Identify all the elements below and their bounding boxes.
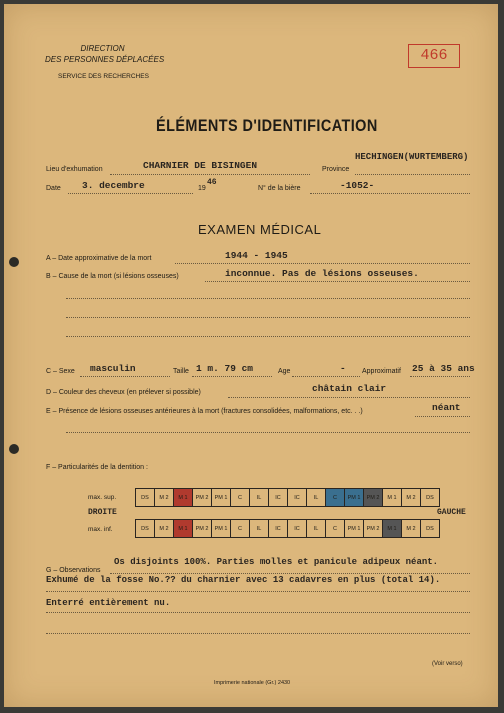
coffin-value: -1052-	[340, 180, 375, 191]
coffin-label: N° de la bière	[258, 185, 301, 192]
tooth-cell: IC	[288, 520, 307, 538]
tooth-cell: PM 2	[364, 520, 383, 538]
org-line1: DIRECTION	[80, 44, 125, 53]
tooth-cell: PM 2	[193, 489, 212, 507]
tooth-cell: M 2	[402, 520, 421, 538]
province-label: Province	[322, 166, 350, 173]
exam-title: EXAMEN MÉDICAL	[198, 222, 322, 237]
tooth-cell: DS	[421, 489, 440, 507]
tooth-cell: PM 2	[364, 489, 383, 507]
tooth-cell: M 1	[383, 520, 402, 538]
age-line	[292, 376, 360, 377]
place-value: CHARNIER DE BISINGEN	[143, 160, 258, 171]
lower-teeth-chart	[135, 519, 440, 538]
approx-label: Approximatif	[362, 368, 401, 375]
section-a-value: 1944 - 1945	[225, 250, 288, 261]
section-e-line	[415, 416, 470, 417]
tooth-cell: DS	[136, 520, 155, 538]
lower-jaw-label: max. inf.	[88, 526, 113, 533]
height-value: 1 m. 79 cm	[196, 363, 254, 374]
section-a-line	[175, 263, 470, 264]
tooth-cell: M 2	[155, 489, 174, 507]
age-label: Age	[278, 368, 291, 375]
see-verso-note: (Voir verso)	[432, 661, 463, 667]
org-line2: DES PERSONNES DÉPLACÉES	[45, 55, 165, 64]
section-b-value: inconnue. Pas de lésions osseuses.	[225, 268, 419, 279]
g-line	[46, 612, 470, 613]
page-title: ÉLÉMENTS D'IDENTIFICATION	[156, 116, 378, 135]
section-d-label: D – Couleur des cheveux (en prélever si possible)	[46, 389, 201, 396]
tooth-cell: C	[231, 489, 250, 507]
year-value: 46	[207, 178, 217, 187]
tooth-cell: C	[326, 489, 345, 507]
date-line	[68, 193, 193, 194]
g-line	[46, 633, 470, 634]
section-e-label: E – Présence de lésions osseuses antérieures à la mort (fractures consolidées, malformations, etc. . .)	[46, 408, 363, 415]
approx-value: 25 à 35 ans	[412, 363, 475, 374]
tooth-cell: IC	[269, 489, 288, 507]
sex-label: C – Sexe	[46, 368, 75, 375]
tooth-cell: M 2	[402, 489, 421, 507]
observation-line-2: Exhumé de la fosse No.?? du charnier avec 13 cadavres en plus (total 14).	[46, 575, 441, 585]
tooth-cell: M 1	[174, 520, 193, 538]
archive-number-stamp: 466	[408, 44, 460, 68]
right-side-label: DROITE	[88, 508, 117, 517]
tooth-cell: DS	[421, 520, 440, 538]
approx-line	[410, 376, 470, 377]
province-line	[355, 174, 470, 175]
upper-teeth-chart	[135, 488, 440, 507]
blank-line	[66, 432, 470, 433]
tooth-cell: IC	[269, 520, 288, 538]
observation-line-3: Enterré entièrement nu.	[46, 598, 171, 608]
province-value: HECHINGEN(WURTEMBERG)	[355, 152, 469, 162]
g-line	[46, 591, 470, 592]
tooth-cell: PM 1	[212, 520, 231, 538]
blank-line	[66, 298, 470, 299]
blank-line	[66, 317, 470, 318]
tooth-cell: IC	[288, 489, 307, 507]
date-value: 3. decembre	[82, 180, 145, 191]
tooth-cell: IL	[250, 520, 269, 538]
org-line3: SERVICE DES RECHERCHES	[58, 73, 149, 80]
upper-jaw-label: max. sup.	[88, 494, 117, 501]
section-a-label: A – Date approximative de la mort	[46, 255, 152, 262]
tooth-cell: IL	[307, 489, 326, 507]
place-label: Lieu d'exhumation	[46, 166, 103, 173]
height-line	[192, 376, 272, 377]
height-label: Taille	[173, 368, 189, 375]
tooth-cell: M 1	[383, 489, 402, 507]
section-f-label: F – Particularités de la dentition :	[46, 464, 148, 471]
tooth-cell: IL	[307, 520, 326, 538]
punch-hole	[9, 444, 19, 454]
printer-footer: Imprimerie nationale (Gr.) 2430	[214, 680, 291, 686]
sex-value: masculin	[90, 363, 136, 374]
section-d-line	[228, 397, 470, 398]
left-side-label: GAUCHE	[437, 508, 466, 517]
place-line	[110, 174, 310, 175]
tooth-cell: DS	[136, 489, 155, 507]
age-value: -	[340, 363, 346, 374]
year-prefix: 19	[198, 185, 206, 192]
section-d-value: châtain clair	[312, 383, 387, 394]
tooth-cell: M 1	[174, 489, 193, 507]
tooth-cell: PM 2	[193, 520, 212, 538]
section-e-value: néant	[432, 402, 461, 413]
tooth-cell: PM 1	[345, 489, 364, 507]
punch-hole	[9, 257, 19, 267]
date-label: Date	[46, 185, 61, 192]
blank-line	[66, 336, 470, 337]
sex-line	[80, 376, 170, 377]
tooth-cell: C	[231, 520, 250, 538]
section-g-label: G – Observations	[46, 567, 101, 574]
section-b-label: B – Cause de la mort (si lésions osseuses)	[46, 273, 179, 280]
g-line	[110, 573, 470, 574]
tooth-cell: C	[326, 520, 345, 538]
tooth-cell: M 2	[155, 520, 174, 538]
tooth-cell: IL	[250, 489, 269, 507]
coffin-line	[310, 193, 470, 194]
tooth-cell: PM 1	[345, 520, 364, 538]
tooth-cell: PM 1	[212, 489, 231, 507]
observation-line-1: Os disjoints 100%. Parties molles et panicule adipeux néant.	[114, 557, 439, 567]
section-b-line	[205, 281, 470, 282]
